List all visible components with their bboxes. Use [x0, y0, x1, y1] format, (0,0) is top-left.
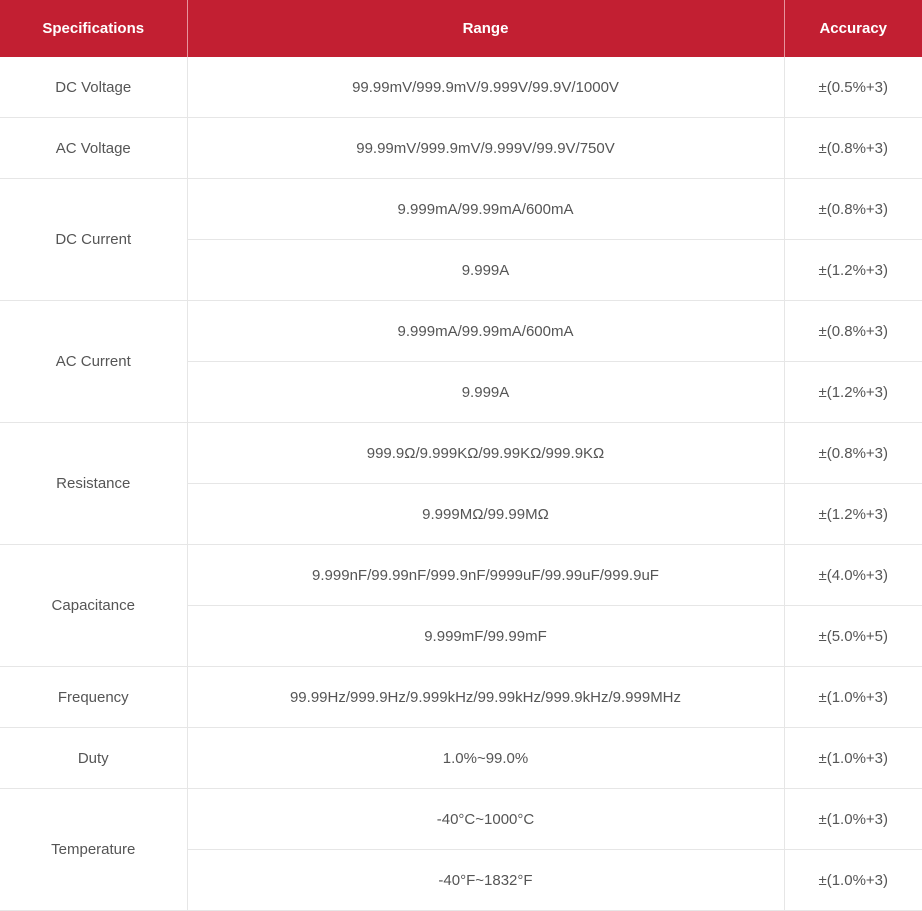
range-cell: 999.9Ω/9.999KΩ/99.99KΩ/999.9KΩ: [187, 423, 784, 484]
spec-name-cell: Frequency: [0, 667, 187, 728]
range-cell: 99.99mV/999.9mV/9.999V/99.9V/1000V: [187, 57, 784, 118]
range-cell: 99.99Hz/999.9Hz/9.999kHz/99.99kHz/999.9kHz/9.999MHz: [187, 667, 784, 728]
range-cell: -40°C~1000°C: [187, 789, 784, 850]
table-body: [0, 57, 922, 911]
table-row: [0, 179, 922, 240]
accuracy-cell: ±(0.8%+3): [784, 179, 922, 240]
accuracy-cell: ±(1.0%+3): [784, 850, 922, 911]
range-cell: 1.0%~99.0%: [187, 728, 784, 789]
accuracy-cell: ±(0.5%+3): [784, 57, 922, 118]
spec-name-cell: Capacitance: [0, 545, 187, 667]
header-specifications: Specifications: [0, 0, 187, 57]
spec-name-cell: AC Current: [0, 301, 187, 423]
table-header: [0, 0, 922, 57]
header-range: Range: [187, 0, 784, 57]
spec-name-cell: Duty: [0, 728, 187, 789]
accuracy-cell: ±(1.2%+3): [784, 484, 922, 545]
header-row: [0, 0, 922, 57]
table-row: [0, 545, 922, 606]
spec-name-cell: DC Voltage: [0, 57, 187, 118]
accuracy-cell: ±(1.2%+3): [784, 240, 922, 301]
table-row: [0, 667, 922, 728]
spec-name-cell: Resistance: [0, 423, 187, 545]
range-cell: 9.999MΩ/99.99MΩ: [187, 484, 784, 545]
range-cell: 9.999nF/99.99nF/999.9nF/9999uF/99.99uF/999.9uF: [187, 545, 784, 606]
table-row: [0, 789, 922, 850]
spec-name-cell: DC Current: [0, 179, 187, 301]
accuracy-cell: ±(1.0%+3): [784, 789, 922, 850]
accuracy-cell: ±(5.0%+5): [784, 606, 922, 667]
accuracy-cell: ±(4.0%+3): [784, 545, 922, 606]
table-row: [0, 57, 922, 118]
spec-name-cell: Temperature: [0, 789, 187, 911]
accuracy-cell: ±(0.8%+3): [784, 301, 922, 362]
table-row: [0, 301, 922, 362]
table-row: [0, 118, 922, 179]
accuracy-cell: ±(1.0%+3): [784, 667, 922, 728]
table-row: [0, 423, 922, 484]
accuracy-cell: ±(1.0%+3): [784, 728, 922, 789]
spec-name-cell: AC Voltage: [0, 118, 187, 179]
range-cell: 9.999A: [187, 240, 784, 301]
range-cell: 9.999A: [187, 362, 784, 423]
range-cell: 9.999mA/99.99mA/600mA: [187, 179, 784, 240]
table-row: [0, 728, 922, 789]
range-cell: 9.999mA/99.99mA/600mA: [187, 301, 784, 362]
accuracy-cell: ±(1.2%+3): [784, 362, 922, 423]
range-cell: 99.99mV/999.9mV/9.999V/99.9V/750V: [187, 118, 784, 179]
accuracy-cell: ±(0.8%+3): [784, 118, 922, 179]
accuracy-cell: ±(0.8%+3): [784, 423, 922, 484]
range-cell: -40°F~1832°F: [187, 850, 784, 911]
header-accuracy: Accuracy: [784, 0, 922, 57]
range-cell: 9.999mF/99.99mF: [187, 606, 784, 667]
